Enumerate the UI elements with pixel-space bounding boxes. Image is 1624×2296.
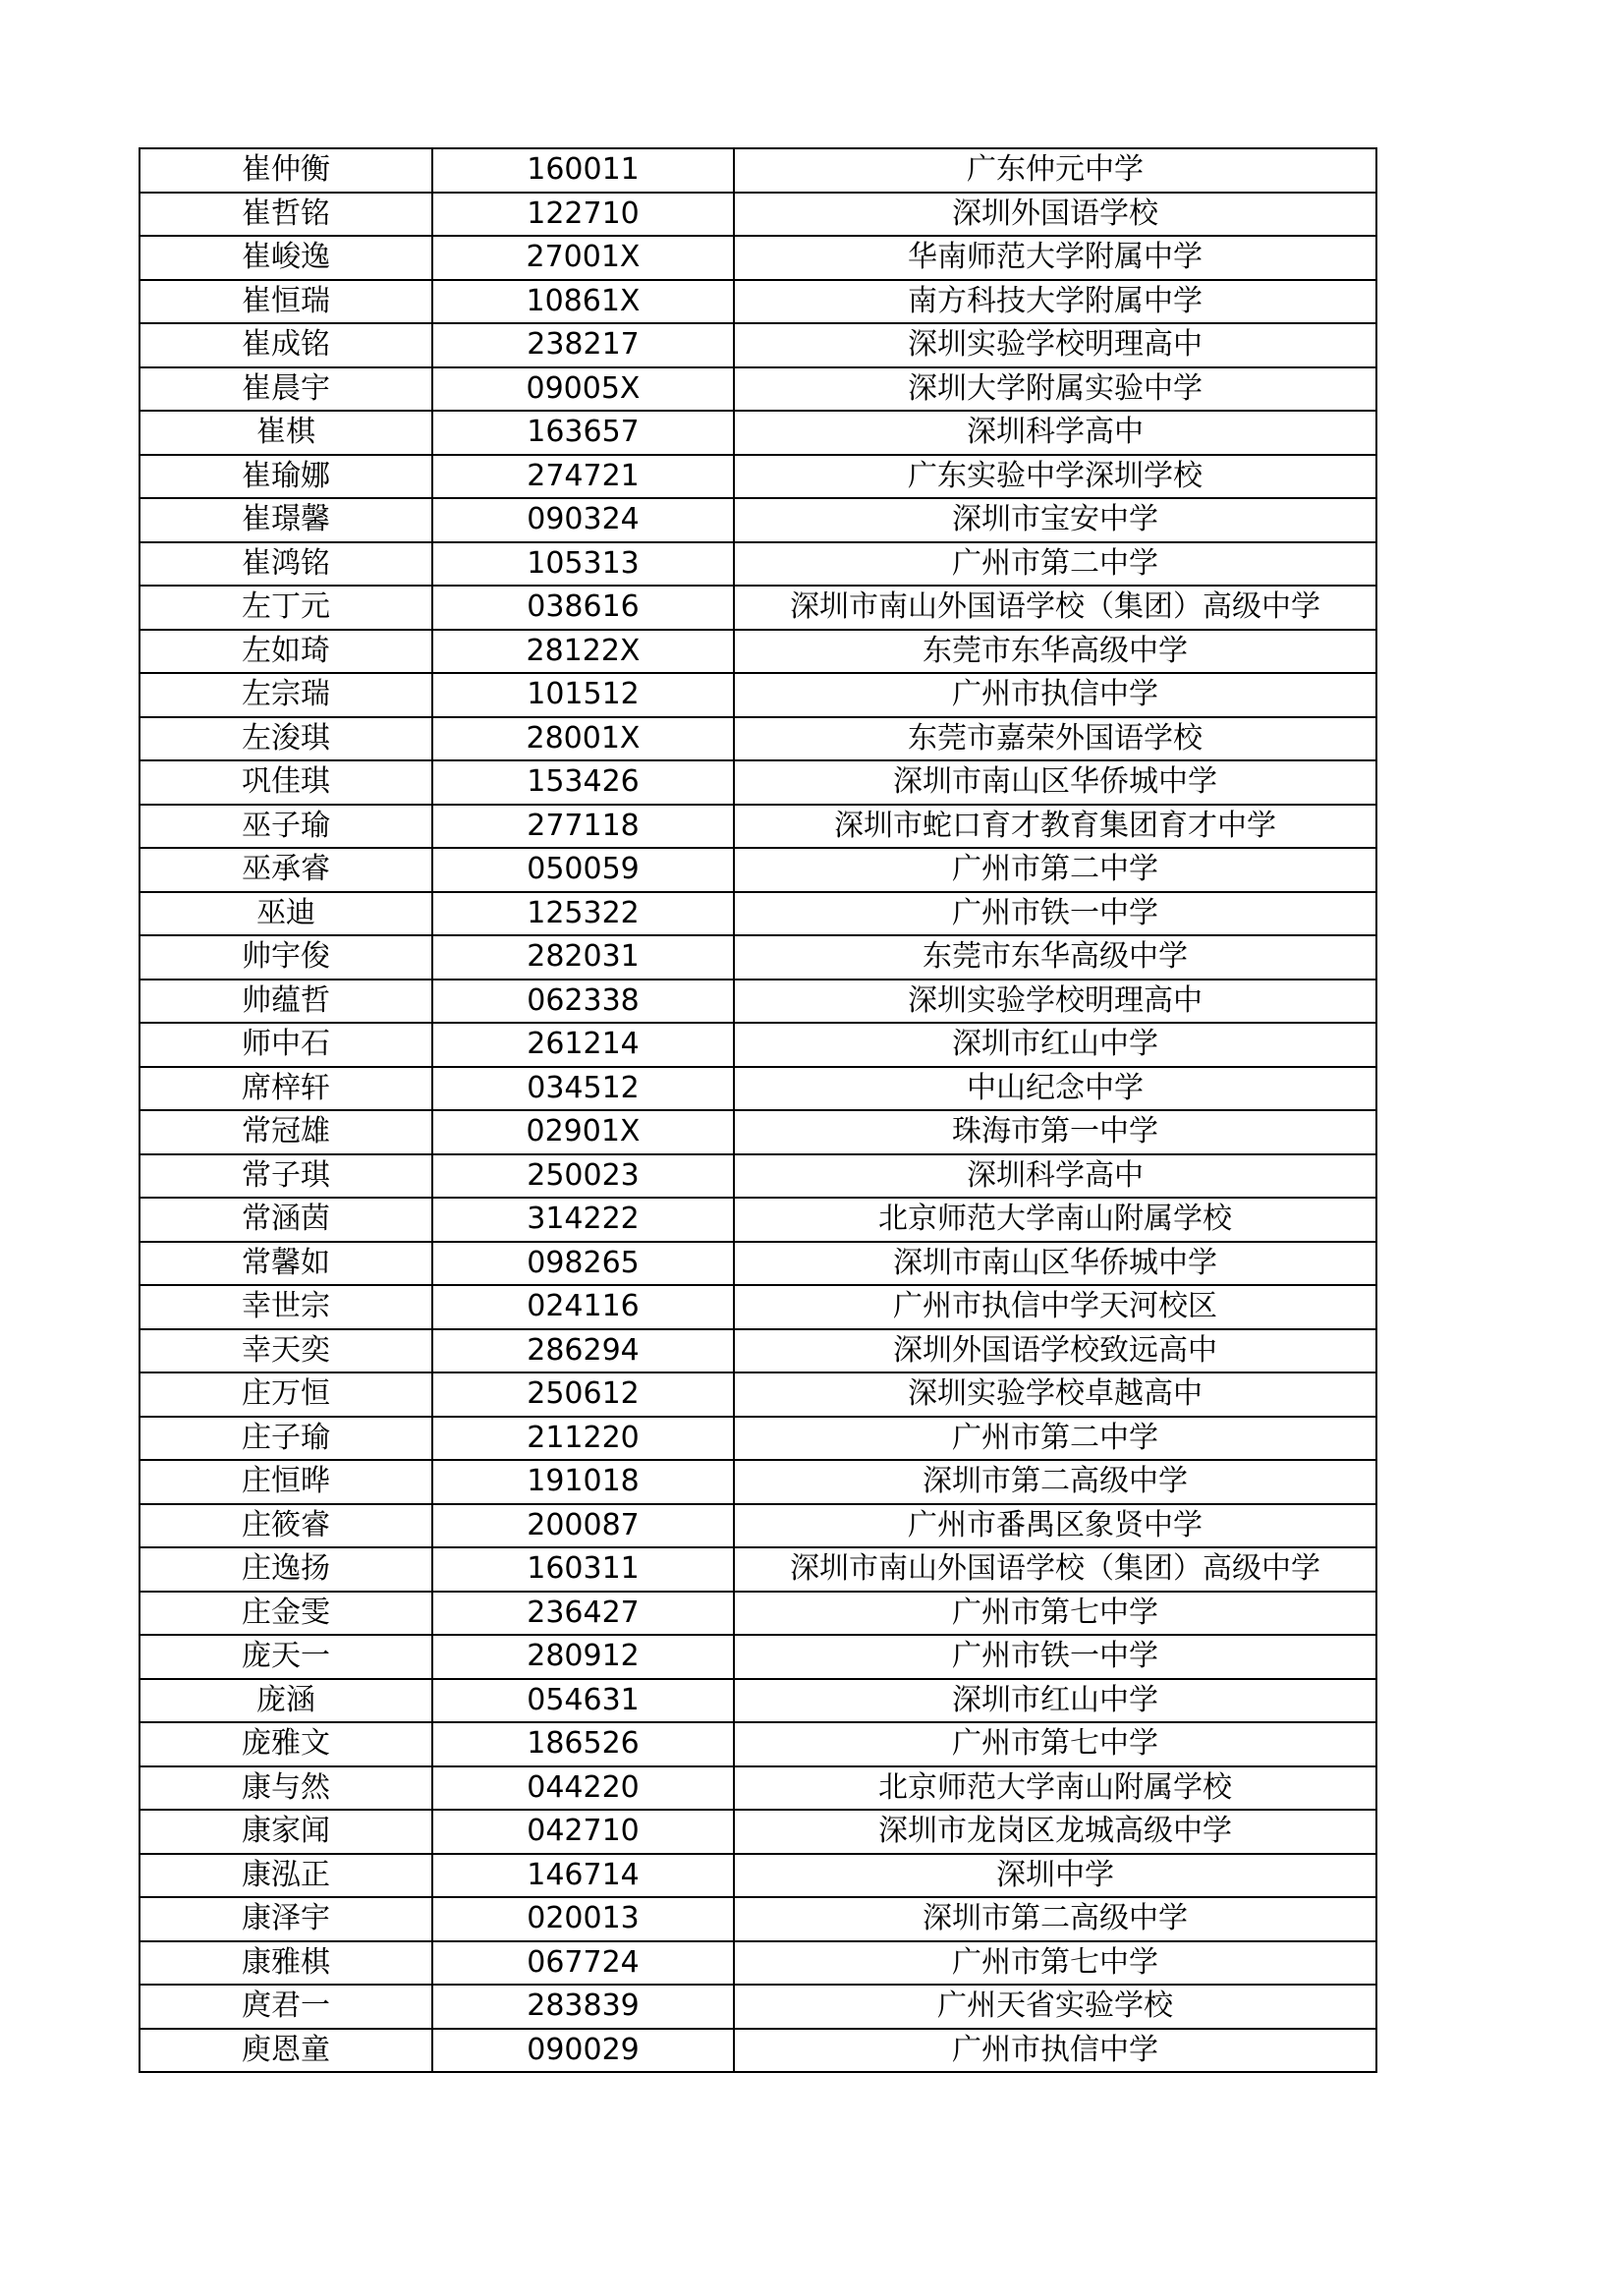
student-name-cell: 左丁元 [140,586,432,630]
student-name-cell: 幸天奕 [140,1329,432,1373]
student-name-cell: 崔峻逸 [140,236,432,280]
school-name-cell: 南方科技大学附属中学 [734,280,1376,324]
student-id-cell: 261214 [432,1023,734,1067]
school-name-cell: 深圳科学高中 [734,411,1376,455]
student-id-cell: 044220 [432,1766,734,1811]
school-name-cell: 广州市执信中学 [734,673,1376,717]
table-row [140,1417,1376,1461]
student-id-cell: 034512 [432,1067,734,1111]
student-id-cell: 274721 [432,455,734,499]
school-name-cell: 广东实验中学深圳学校 [734,455,1376,499]
table-row [140,1985,1376,2029]
table-row [140,1635,1376,1679]
student-id-cell: 105313 [432,542,734,587]
student-id-cell: 160311 [432,1547,734,1592]
table-row [140,1504,1376,1548]
student-id-cell: 211220 [432,1417,734,1461]
student-name-cell: 帅蕴哲 [140,980,432,1024]
table-row [140,411,1376,455]
table-row [140,586,1376,630]
student-id-cell: 090324 [432,498,734,542]
student-name-cell: 常冠雄 [140,1110,432,1154]
table-row [140,1460,1376,1504]
school-name-cell: 广州市铁一中学 [734,1635,1376,1679]
table-row [140,848,1376,892]
table-row [140,1854,1376,1898]
student-name-cell: 帅宇俊 [140,935,432,980]
school-name-cell: 深圳实验学校卓越高中 [734,1372,1376,1417]
school-name-cell: 广州市第七中学 [734,1722,1376,1766]
student-id-cell: 050059 [432,848,734,892]
student-name-cell: 庄万恒 [140,1372,432,1417]
student-id-cell: 283839 [432,1985,734,2029]
school-name-cell: 深圳市蛇口育才教育集团育才中学 [734,805,1376,849]
student-id-cell: 020013 [432,1897,734,1941]
school-name-cell: 深圳科学高中 [734,1154,1376,1199]
school-name-cell: 深圳市宝安中学 [734,498,1376,542]
student-id-cell: 098265 [432,1242,734,1286]
student-name-cell: 崔哲铭 [140,193,432,237]
student-name-cell: 崔晨宇 [140,367,432,412]
table-row [140,542,1376,587]
student-id-cell: 09005X [432,367,734,412]
student-id-cell: 238217 [432,323,734,367]
table-row [140,1941,1376,1986]
table-row [140,323,1376,367]
school-name-cell: 深圳市第二高级中学 [734,1897,1376,1941]
student-id-cell: 277118 [432,805,734,849]
school-name-cell: 中山纪念中学 [734,1067,1376,1111]
student-id-cell: 054631 [432,1679,734,1723]
table-row [140,1547,1376,1592]
student-name-cell: 庄筱睿 [140,1504,432,1548]
school-name-cell: 深圳大学附属实验中学 [734,367,1376,412]
student-name-cell: 崔棋 [140,411,432,455]
student-id-cell: 024116 [432,1285,734,1329]
table-row [140,980,1376,1024]
school-name-cell: 广州市执信中学天河校区 [734,1285,1376,1329]
table-row [140,1679,1376,1723]
student-id-cell: 236427 [432,1592,734,1636]
table-row [140,1110,1376,1154]
school-name-cell: 广州天省实验学校 [734,1985,1376,2029]
student-id-cell: 286294 [432,1329,734,1373]
student-id-cell: 250612 [432,1372,734,1417]
student-name-cell: 崔鸿铭 [140,542,432,587]
student-id-cell: 038616 [432,586,734,630]
student-id-cell: 153426 [432,760,734,805]
school-name-cell: 广州市执信中学 [734,2029,1376,2073]
school-name-cell: 广东仲元中学 [734,148,1376,193]
table-row [140,1242,1376,1286]
student-name-cell: 巫承睿 [140,848,432,892]
school-name-cell: 深圳市南山区华侨城中学 [734,760,1376,805]
school-name-cell: 广州市第二中学 [734,1417,1376,1461]
student-name-cell: 常子琪 [140,1154,432,1199]
school-name-cell: 北京师范大学南山附属学校 [734,1766,1376,1811]
table-row [140,1329,1376,1373]
student-id-cell: 27001X [432,236,734,280]
school-name-cell: 东莞市东华高级中学 [734,935,1376,980]
table-row [140,1285,1376,1329]
student-id-cell: 314222 [432,1198,734,1242]
school-name-cell: 广州市第二中学 [734,848,1376,892]
student-name-cell: 庞涵 [140,1679,432,1723]
school-name-cell: 东莞市东华高级中学 [734,630,1376,674]
school-name-cell: 广州市番禺区象贤中学 [734,1504,1376,1548]
table-row [140,236,1376,280]
student-name-cell: 庄金雯 [140,1592,432,1636]
student-name-cell: 席梓轩 [140,1067,432,1111]
table-row [140,498,1376,542]
student-name-cell: 庄恒晔 [140,1460,432,1504]
student-name-cell: 康雅棋 [140,1941,432,1986]
table-row [140,673,1376,717]
table-row [140,1067,1376,1111]
student-id-cell: 146714 [432,1854,734,1898]
student-id-cell: 163657 [432,411,734,455]
school-name-cell: 北京师范大学南山附属学校 [734,1198,1376,1242]
student-id-cell: 125322 [432,892,734,936]
student-id-cell: 186526 [432,1722,734,1766]
student-name-cell: 左宗瑞 [140,673,432,717]
school-name-cell: 深圳中学 [734,1854,1376,1898]
student-name-cell: 左如琦 [140,630,432,674]
table-row [140,805,1376,849]
school-name-cell: 广州市第二中学 [734,542,1376,587]
student-id-cell: 02901X [432,1110,734,1154]
table-row [140,760,1376,805]
table-row [140,148,1376,193]
table-row [140,630,1376,674]
student-id-cell: 250023 [432,1154,734,1199]
student-name-cell: 崔恒瑞 [140,280,432,324]
student-name-cell: 庄子瑜 [140,1417,432,1461]
student-id-cell: 101512 [432,673,734,717]
student-name-cell: 巩佳琪 [140,760,432,805]
student-id-cell: 191018 [432,1460,734,1504]
table-row [140,1766,1376,1811]
student-id-cell: 062338 [432,980,734,1024]
school-name-cell: 深圳外国语学校 [734,193,1376,237]
student-id-cell: 042710 [432,1810,734,1854]
student-id-cell: 067724 [432,1941,734,1986]
student-name-cell: 康泓正 [140,1854,432,1898]
table-row [140,717,1376,761]
table-row [140,1897,1376,1941]
school-name-cell: 深圳市南山外国语学校（集团）高级中学 [734,586,1376,630]
student-name-cell: 庄逸扬 [140,1547,432,1592]
table-row [140,1198,1376,1242]
school-name-cell: 华南师范大学附属中学 [734,236,1376,280]
school-name-cell: 东莞市嘉荣外国语学校 [734,717,1376,761]
results-table [139,147,1377,2073]
student-id-cell: 160011 [432,148,734,193]
student-name-cell: 幸世宗 [140,1285,432,1329]
school-name-cell: 深圳市龙岗区龙城高级中学 [734,1810,1376,1854]
student-name-cell: 崔仲衡 [140,148,432,193]
student-name-cell: 庹君一 [140,1985,432,2029]
table-row [140,280,1376,324]
student-id-cell: 282031 [432,935,734,980]
student-name-cell: 康家闻 [140,1810,432,1854]
table-row [140,2029,1376,2073]
table-row [140,892,1376,936]
school-name-cell: 广州市第七中学 [734,1592,1376,1636]
school-name-cell: 深圳市第二高级中学 [734,1460,1376,1504]
student-id-cell: 280912 [432,1635,734,1679]
school-name-cell: 深圳市南山外国语学校（集团）高级中学 [734,1547,1376,1592]
school-name-cell: 广州市铁一中学 [734,892,1376,936]
school-name-cell: 深圳市红山中学 [734,1023,1376,1067]
student-name-cell: 庾恩童 [140,2029,432,2073]
student-id-cell: 10861X [432,280,734,324]
student-name-cell: 庞雅文 [140,1722,432,1766]
school-name-cell: 深圳实验学校明理高中 [734,980,1376,1024]
table-row [140,1722,1376,1766]
school-name-cell: 深圳实验学校明理高中 [734,323,1376,367]
table-row [140,935,1376,980]
student-name-cell: 巫子瑜 [140,805,432,849]
student-name-cell: 常馨如 [140,1242,432,1286]
student-id-cell: 200087 [432,1504,734,1548]
table-row [140,1154,1376,1199]
school-name-cell: 珠海市第一中学 [734,1110,1376,1154]
student-name-cell: 康泽宇 [140,1897,432,1941]
school-name-cell: 深圳外国语学校致远高中 [734,1329,1376,1373]
student-name-cell: 巫迪 [140,892,432,936]
table-row [140,1023,1376,1067]
student-name-cell: 常涵茵 [140,1198,432,1242]
student-name-cell: 康与然 [140,1766,432,1811]
student-id-cell: 122710 [432,193,734,237]
student-name-cell: 左浚琪 [140,717,432,761]
student-id-cell: 28122X [432,630,734,674]
student-id-cell: 090029 [432,2029,734,2073]
table-row [140,1810,1376,1854]
table-row [140,367,1376,412]
student-name-cell: 崔瑜娜 [140,455,432,499]
student-name-cell: 崔璟馨 [140,498,432,542]
school-name-cell: 广州市第七中学 [734,1941,1376,1986]
school-name-cell: 深圳市红山中学 [734,1679,1376,1723]
table-row [140,193,1376,237]
school-name-cell: 深圳市南山区华侨城中学 [734,1242,1376,1286]
student-name-cell: 崔成铭 [140,323,432,367]
results-table-body [140,148,1376,2072]
student-id-cell: 28001X [432,717,734,761]
table-row [140,455,1376,499]
student-name-cell: 庞天一 [140,1635,432,1679]
table-row [140,1592,1376,1636]
student-name-cell: 师中石 [140,1023,432,1067]
table-row [140,1372,1376,1417]
